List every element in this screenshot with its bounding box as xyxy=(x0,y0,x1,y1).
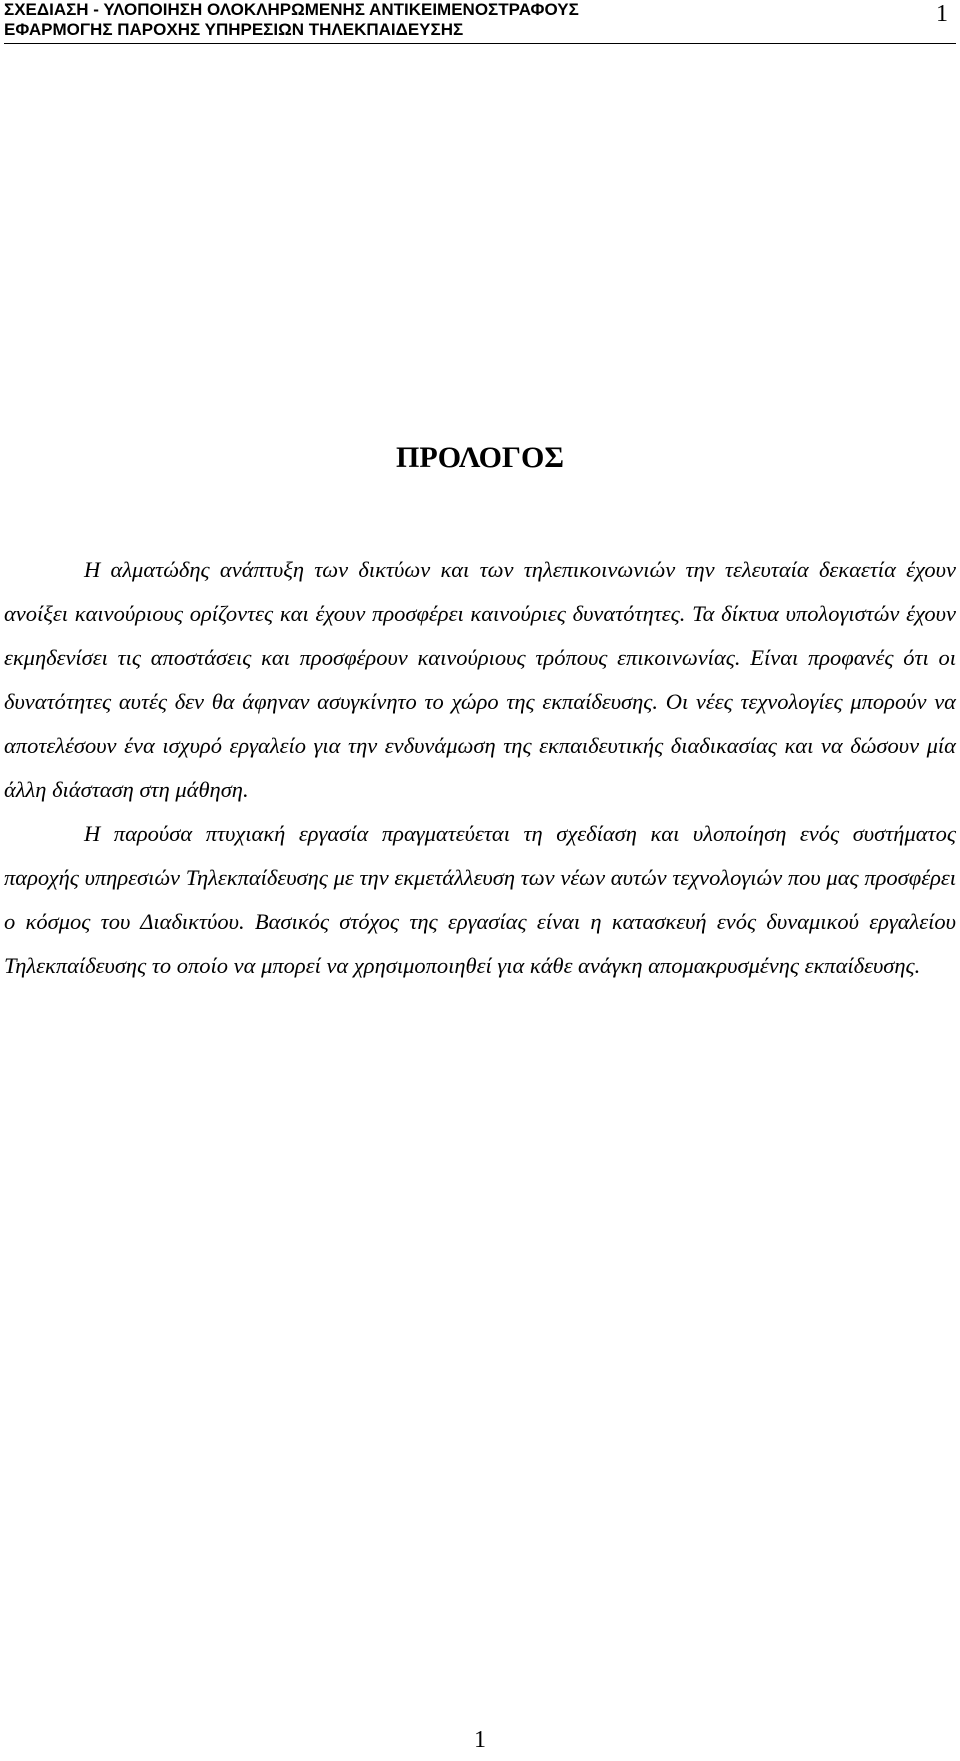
running-header xyxy=(4,0,956,44)
header-page-number: 1 xyxy=(936,1,948,27)
paragraph-2: Η παρούσα πτυχιακή εργασία πραγματεύεται τη σχεδίαση και υλοποίηση ενός συστήματος παροχής υπηρεσιών Τηλεκπαίδευσης με την εκμετάλλευση των νέων αυτών τεχνολογιών που μας προσφέρει ο κόσμος του Διαδικτύου. Βασικός στόχος της εργασίας είναι η κατασκευή ενός δυναμικού εργαλείου Τηλεκπαίδευσης το οποίο να μπορεί να χρησιμοποιηθεί για κάθε ανάγκη απομακρυσμένης εκπαίδευσης. xyxy=(4,821,956,978)
footer-page-number: 1 xyxy=(474,1727,486,1753)
header-title-line-1: ΣΧΕΔΙΑΣΗ - ΥΛΟΠΟΙΗΣΗ ΟΛΟΚΛΗΡΩΜΕΝΗΣ ΑΝΤΙΚΕΙΜΕΝΟΣΤΡΑΦΟΥΣ xyxy=(4,0,579,19)
header-title-line-2: ΕΦΑΡΜΟΓΗΣ ΠΑΡΟΧΗΣ ΥΠΗΡΕΣΙΩΝ ΤΗΛΕΚΠΑΙΔΕΥΣΗΣ xyxy=(4,20,464,39)
preface-body xyxy=(4,548,956,988)
paragraph-1: Η αλματώδης ανάπτυξη των δικτύων και των τηλεπικοινωνιών την τελευταία δεκαετία έχουν ανοίξει καινούριους ορίζοντες και έχουν προσφέρει καινούριες δυνατότητες. Τα δίκτυα υπολογιστών έχουν εκμηδενίσει τις αποστάσεις και προσφέρουν καινούριους τρόπους επικοινωνίας. Είναι προφανές ότι οι δυνατότητες αυτές δεν θα άφηναν ασυγκίνητο το χώρο της εκπαίδευσης. Οι νέες τεχνολογίες μπορούν να αποτελέσουν ένα ισχυρό εργαλείο για την ενδυνάμωση της εκπαιδευτικής διαδικασίας και να δώσουν μία άλλη διάσταση στη μάθηση. xyxy=(4,557,956,802)
document-header-title xyxy=(4,0,579,40)
chapter-title: ΠΡΟΛΟΓΟΣ xyxy=(396,441,564,474)
